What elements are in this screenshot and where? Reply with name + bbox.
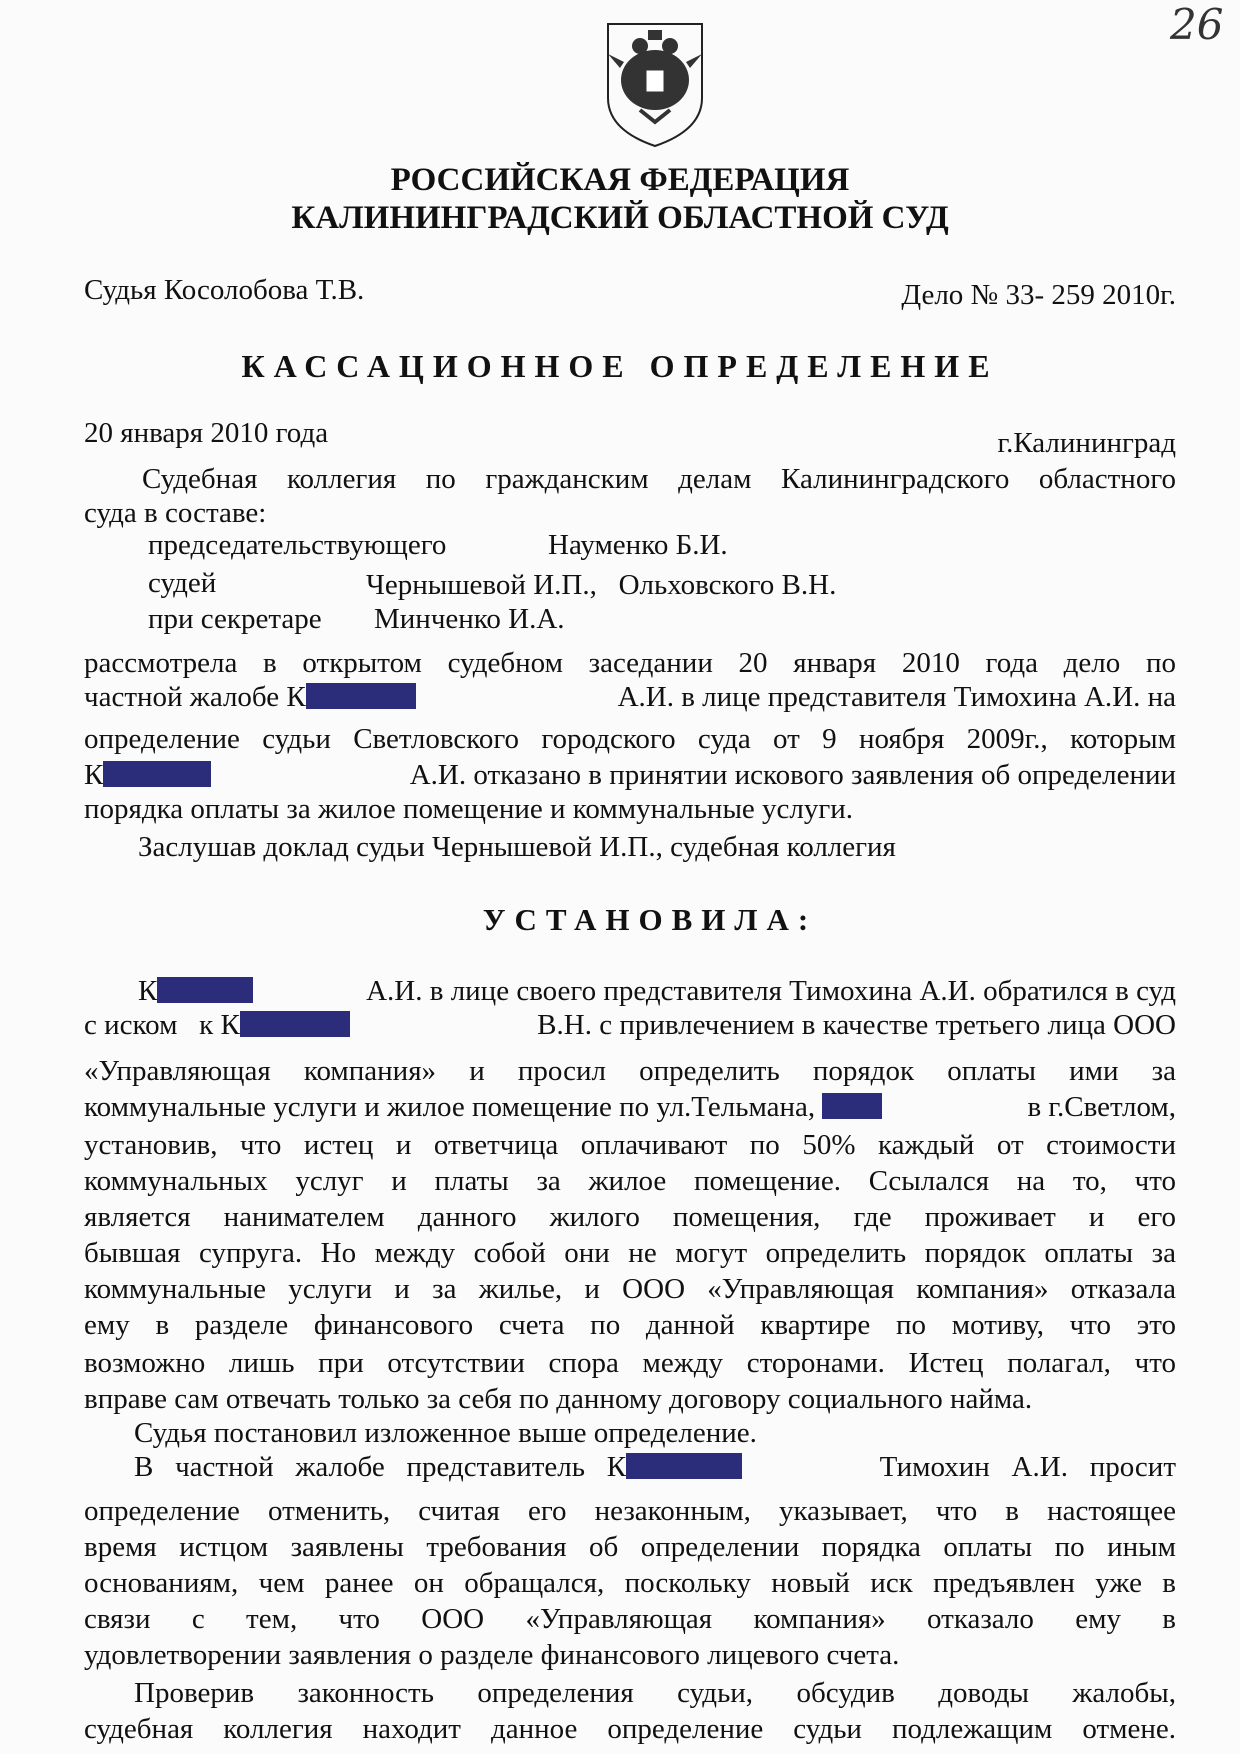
text-line: время истцом заявлены требования об определении порядка оплаты по иным: [84, 1531, 1176, 1563]
text-line: Заслушав доклад судьи Чернышевой И.П., судебная коллегия: [138, 831, 896, 863]
text-fragment: К: [138, 975, 158, 1007]
text-line: определение отменить, считая его незаконным, указывает, что в настоящее: [84, 1495, 1176, 1527]
text-line: [138, 974, 1176, 1008]
text-line: возможно лишь при отсутствии спора между сторонами. Истец полагал, что: [84, 1347, 1176, 1379]
text-fragment: Тимохин А.И. просит: [879, 1451, 1176, 1483]
text-fragment: К: [84, 759, 104, 791]
text-line: [84, 680, 1176, 714]
text-line: рассмотрела в открытом судебном заседании 20 января 2010 года дело по: [84, 647, 1176, 679]
judges-names: Чернышевой И.П., Ольховского В.Н.: [366, 569, 837, 601]
redaction-block: [240, 1011, 350, 1037]
redaction-block: [157, 977, 253, 1003]
country-heading: РОССИЙСКАЯ ФЕДЕРАЦИЯ: [390, 162, 850, 198]
text-line: [84, 1090, 1176, 1124]
redaction-block: [103, 761, 211, 787]
text-line: установив, что истец и ответчица оплачивают по 50% каждый от стоимости: [84, 1129, 1176, 1161]
text-line: удовлетворении заявления о разделе финансового лицевого счета.: [84, 1639, 900, 1671]
redaction-block: [306, 683, 416, 709]
text-fragment: частной жалобе К: [84, 681, 306, 713]
text-line: порядка оплаты за жилое помещение и коммунальные услуги.: [84, 793, 854, 825]
presiding-label: председательствующего: [148, 529, 447, 561]
section-title: УСТАНОВИЛА:: [482, 902, 818, 937]
text-line: основаниям, чем ранее он обращался, поскольку новый иск предъявлен уже в: [84, 1567, 1176, 1599]
text-line: ему в разделе финансового счета по данной квартире по мотиву, что это: [84, 1309, 1176, 1341]
redaction-block: [822, 1093, 882, 1119]
text-fragment: А.И. отказано в принятии искового заявления об определении: [409, 759, 1176, 791]
text-line: Судебная коллегия по гражданским делам Калининградского областного: [142, 463, 1176, 495]
text-line: коммунальные услуги и за жилье, и ООО «Управляющая компания» отказала: [84, 1273, 1176, 1305]
text-line: бывшая супруга. Но между собой они не могут определить порядок оплаты за: [84, 1237, 1176, 1269]
text-line: определение судьи Светловского городского суда от 9 ноября 2009г., которым: [84, 723, 1176, 755]
secretary-name: Минченко И.А.: [374, 603, 565, 635]
page-number-handwritten: 26: [1170, 0, 1224, 49]
coat-of-arms-emblem: [600, 18, 710, 150]
judges-label: судей: [148, 567, 217, 599]
text-fragment: В.Н. с привлечением в качестве третьего лица ООО: [537, 1009, 1176, 1041]
text-line: связи с тем, что ООО «Управляющая компания» отказало ему в: [84, 1603, 1176, 1635]
document-title: КАССАЦИОННОЕ ОПРЕДЕЛЕНИЕ: [241, 348, 999, 384]
text-line: Судья постановил изложенное выше определение.: [134, 1417, 757, 1449]
case-number: Дело № 33- 259 2010г.: [901, 279, 1176, 311]
document-city: г.Калининград: [997, 427, 1176, 459]
judge-name: Судья Косолобова Т.В.: [84, 274, 365, 306]
text-fragment: в г.Светлом,: [1027, 1091, 1176, 1123]
text-line: [84, 1008, 1176, 1042]
redaction-block: [626, 1453, 742, 1479]
text-line: является нанимателем данного жилого помещения, где проживает и его: [84, 1201, 1176, 1233]
text-line: [134, 1450, 1176, 1484]
text-fragment: В частной жалобе представитель К: [134, 1451, 627, 1483]
text-fragment: А.И. в лице представителя Тимохина А.И. на: [617, 681, 1176, 713]
text-fragment: с иском к К: [84, 1009, 240, 1041]
text-fragment: коммунальные услуги и жилое помещение по ул.Тельмана,: [84, 1091, 816, 1123]
text-line: Проверив законность определения судьи, обсудив доводы жалобы,: [134, 1677, 1176, 1709]
text-line: [84, 758, 1176, 792]
text-line: вправе сам отвечать только за себя по данному договору социального найма.: [84, 1383, 1033, 1415]
text-line: «Управляющая компания» и просил определить порядок оплаты ими за: [84, 1055, 1176, 1087]
secretary-label: при секретаре: [148, 603, 322, 635]
presiding-name: Науменко Б.И.: [548, 529, 728, 561]
court-heading: КАЛИНИНГРАДСКИЙ ОБЛАСТНОЙ СУД: [291, 200, 949, 236]
document-date: 20 января 2010 года: [84, 417, 329, 449]
text-fragment: А.И. в лице своего представителя Тимохина А.И. обратился в суд: [366, 975, 1176, 1007]
text-line: коммунальных услуг и платы за жилое помещение. Ссылался на то, что: [84, 1165, 1176, 1197]
text-line: суда в составе:: [84, 497, 267, 529]
text-line: судебная коллегия находит данное определение судьи подлежащим отмене.: [84, 1713, 1176, 1745]
